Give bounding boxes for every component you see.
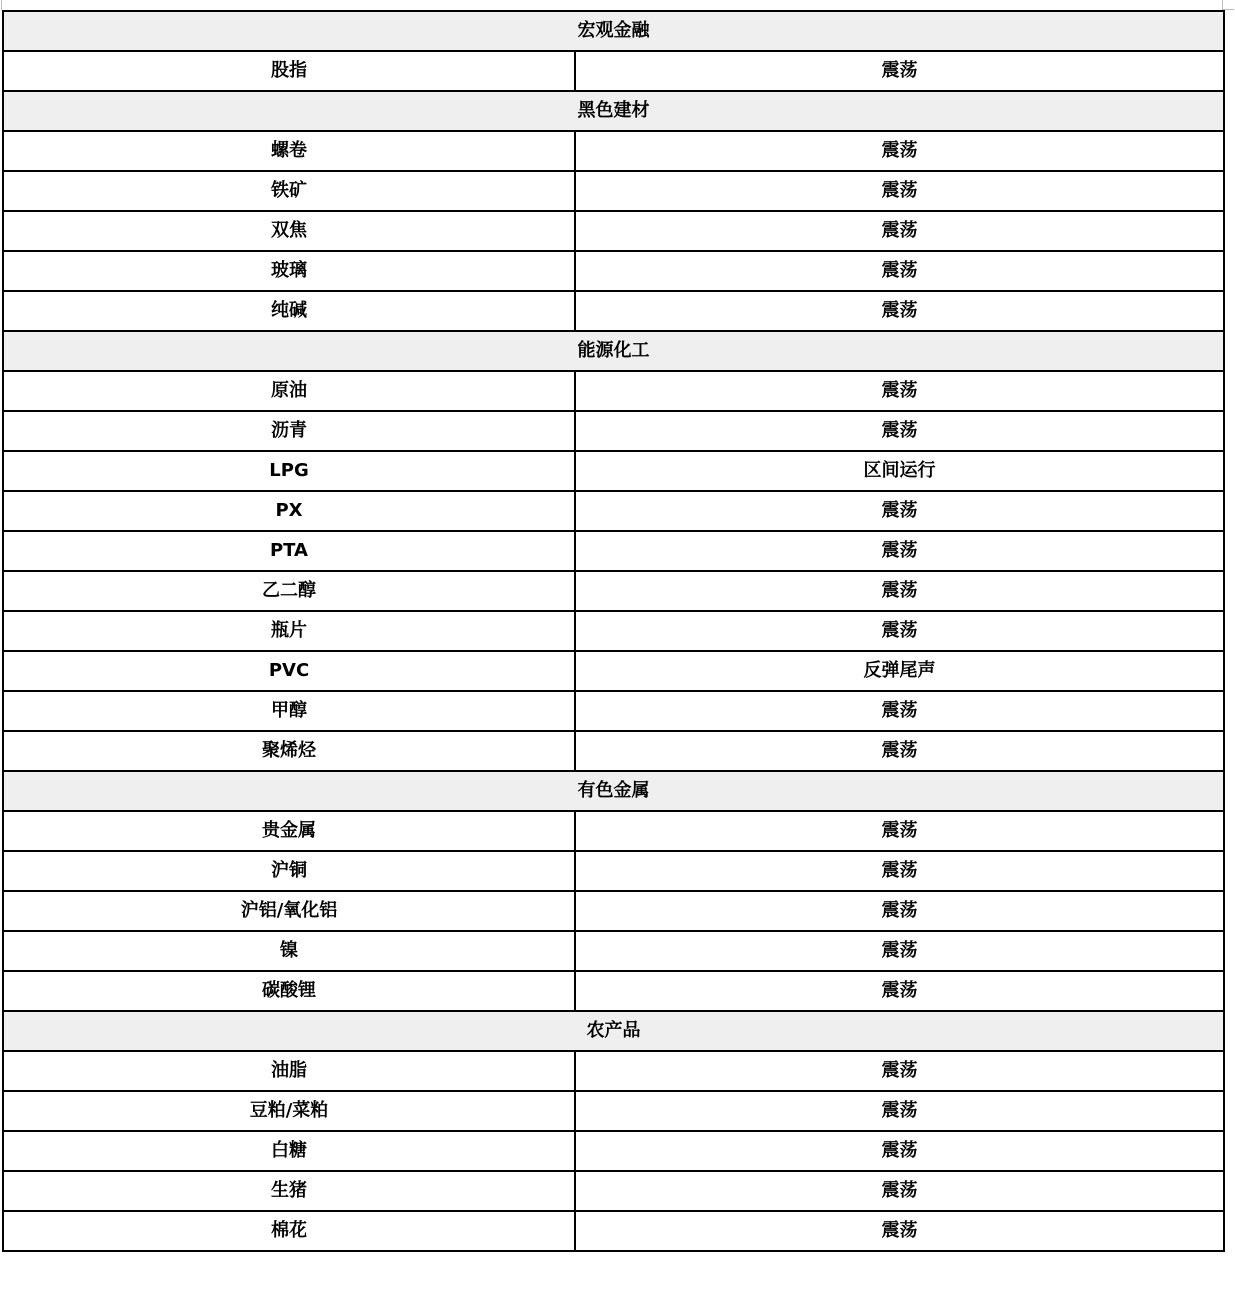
commodity-name-cell: 双焦	[3, 211, 575, 251]
outlook-cell: 震荡	[575, 611, 1224, 651]
outlook-cell: 震荡	[575, 931, 1224, 971]
section-title: 宏观金融	[3, 11, 1224, 51]
table-row	[3, 1091, 1224, 1131]
commodity-name-cell: 白糖	[3, 1131, 575, 1171]
outlook-cell: 震荡	[575, 291, 1224, 331]
commodity-name-cell: PX	[3, 491, 575, 531]
commodity-name-cell: 油脂	[3, 1051, 575, 1091]
section-title: 农产品	[3, 1011, 1224, 1051]
commodity-name-cell: 玻璃	[3, 251, 575, 291]
outlook-cell: 震荡	[575, 131, 1224, 171]
outlook-cell: 震荡	[575, 51, 1224, 91]
table-row	[3, 851, 1224, 891]
table-row	[3, 611, 1224, 651]
commodity-name-cell: LPG	[3, 451, 575, 491]
commodity-name-cell: 碳酸锂	[3, 971, 575, 1011]
outlook-cell: 震荡	[575, 371, 1224, 411]
commodity-name-cell: 螺卷	[3, 131, 575, 171]
table-row	[3, 491, 1224, 531]
commodity-name-cell: 瓶片	[3, 611, 575, 651]
table-row	[3, 251, 1224, 291]
table-row	[3, 1211, 1224, 1251]
section-header-row	[3, 11, 1224, 51]
commodity-name-cell: PVC	[3, 651, 575, 691]
outlook-cell: 震荡	[575, 851, 1224, 891]
section-header-row	[3, 331, 1224, 371]
commodity-name-cell: 甲醇	[3, 691, 575, 731]
table-row	[3, 931, 1224, 971]
table-row	[3, 651, 1224, 691]
outlook-cell: 震荡	[575, 531, 1224, 571]
outlook-cell: 区间运行	[575, 451, 1224, 491]
outlook-cell: 震荡	[575, 731, 1224, 771]
section-title: 黑色建材	[3, 91, 1224, 131]
commodity-name-cell: 沪铜	[3, 851, 575, 891]
section-title: 能源化工	[3, 331, 1224, 371]
outlook-cell: 震荡	[575, 691, 1224, 731]
outlook-cell: 震荡	[575, 411, 1224, 451]
outlook-cell: 震荡	[575, 1131, 1224, 1171]
commodity-name-cell: 乙二醇	[3, 571, 575, 611]
outlook-cell: 震荡	[575, 1051, 1224, 1091]
commodity-name-cell: 原油	[3, 371, 575, 411]
table-row	[3, 731, 1224, 771]
section-header-row	[3, 771, 1224, 811]
table-row	[3, 411, 1224, 451]
commodity-name-cell: 沪铝/氧化铝	[3, 891, 575, 931]
outlook-cell: 震荡	[575, 1171, 1224, 1211]
outlook-cell: 震荡	[575, 171, 1224, 211]
outlook-cell: 震荡	[575, 251, 1224, 291]
table-row	[3, 811, 1224, 851]
table-row	[3, 51, 1224, 91]
table-row	[3, 1171, 1224, 1211]
outlook-cell: 震荡	[575, 1091, 1224, 1131]
outlook-cell: 震荡	[575, 811, 1224, 851]
outlook-cell: 震荡	[575, 891, 1224, 931]
commodity-outlook-table	[2, 10, 1225, 1252]
table-row	[3, 451, 1224, 491]
commodity-name-cell: 聚烯烃	[3, 731, 575, 771]
table-row	[3, 691, 1224, 731]
commodity-name-cell: 沥青	[3, 411, 575, 451]
section-title: 有色金属	[3, 771, 1224, 811]
outlook-cell: 震荡	[575, 211, 1224, 251]
commodity-name-cell: 生猪	[3, 1171, 575, 1211]
commodity-name-cell: 股指	[3, 51, 575, 91]
table-row	[3, 1051, 1224, 1091]
table-row	[3, 211, 1224, 251]
outlook-cell: 震荡	[575, 1211, 1224, 1251]
table-row	[3, 891, 1224, 931]
table-row	[3, 1131, 1224, 1171]
commodity-name-cell: 铁矿	[3, 171, 575, 211]
table-row	[3, 171, 1224, 211]
commodity-name-cell: 镍	[3, 931, 575, 971]
commodity-name-cell: PTA	[3, 531, 575, 571]
commodity-name-cell: 棉花	[3, 1211, 575, 1251]
table-row	[3, 131, 1224, 171]
outlook-cell: 震荡	[575, 491, 1224, 531]
commodity-name-cell: 贵金属	[3, 811, 575, 851]
table-row	[3, 291, 1224, 331]
commodity-name-cell: 豆粕/菜粕	[3, 1091, 575, 1131]
page-corner-mark-left	[1, 0, 2, 10]
outlook-table-body	[3, 11, 1224, 1251]
table-row	[3, 531, 1224, 571]
table-row	[3, 571, 1224, 611]
commodity-name-cell: 纯碱	[3, 291, 575, 331]
page-corner-mark-right	[1222, 0, 1234, 10]
section-header-row	[3, 1011, 1224, 1051]
section-header-row	[3, 91, 1224, 131]
table-row	[3, 371, 1224, 411]
outlook-cell: 震荡	[575, 971, 1224, 1011]
table-row	[3, 971, 1224, 1011]
outlook-cell: 反弹尾声	[575, 651, 1224, 691]
outlook-cell: 震荡	[575, 571, 1224, 611]
